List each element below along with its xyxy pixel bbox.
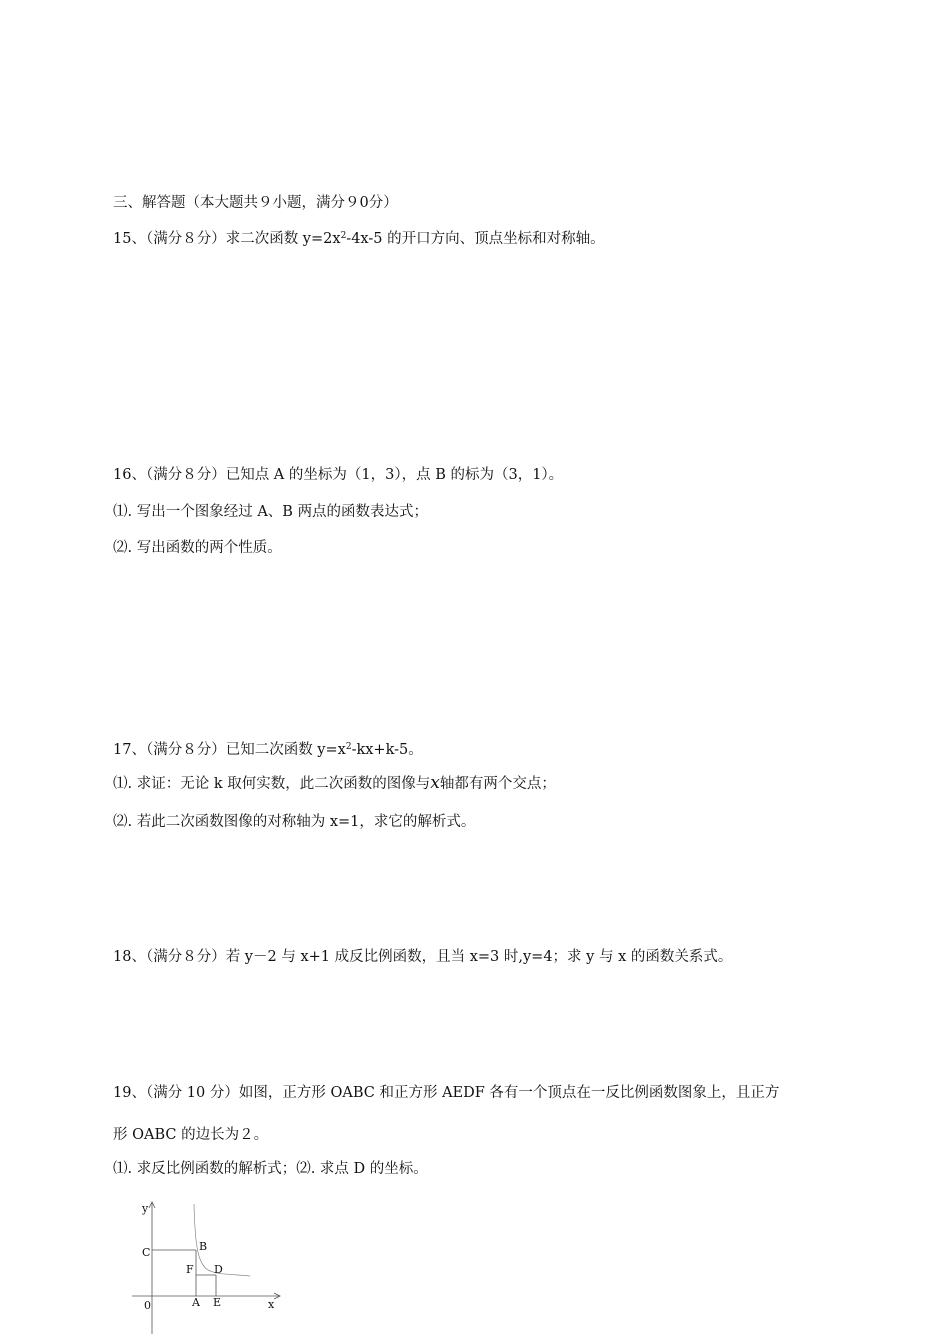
label-b: B [199, 1240, 208, 1253]
question-19-stem-line-1: 19、（满分 10 分）如图，正方形 OABC 和正方形 AEDF 各有一个顶点在一反比例函数图象上，且正方 [113, 1085, 780, 1101]
question-16-part-1: ⑴. 写出一个图象经过 A、B 两点的函数表达式； [113, 504, 429, 520]
question-17-part-1 [113, 773, 556, 794]
question-16-stem: 16、（满分８分）已知点 A 的坐标为（1，3），点 B 的标为（3，1）。 [113, 467, 564, 483]
question-17-stem [113, 740, 423, 760]
q17-exponent: 2 [345, 742, 352, 752]
question-17-part-2: ⑵. 若此二次函数图像的对称轴为 x=1，求它的解析式。 [113, 814, 476, 830]
question-18-stem: 18、（满分８分）若 y－2 与 x+1 成反比例函数，且当 x=3 时,y=4；求 y 与 x 的函数关系式。 [113, 949, 733, 965]
label-d: D [214, 1263, 223, 1276]
label-a: A [192, 1296, 200, 1309]
q17-stem-after: -kx+k-5。 [351, 742, 423, 758]
q15-text-before: 15、（满分８分）求二次函数 y=2x [113, 231, 341, 247]
q17-part1-after: 轴都有两个交点； [439, 776, 556, 792]
label-c: C [142, 1246, 151, 1259]
square-hyperbola-diagram [128, 1198, 288, 1338]
q17-stem-before: 17、（满分８分）已知二次函数 y=x [113, 742, 346, 758]
section-heading: 三、解答题（本大题共９小题，满分９0分） [113, 195, 398, 211]
question-15 [113, 229, 605, 249]
question-19-stem-line-2: 形 OABC 的边长为２。 [113, 1127, 269, 1143]
q15-text-after: -4x-5 的开口方向、顶点坐标和对称轴。 [346, 231, 605, 247]
question-19-parts: ⑴. 求反比例函数的解析式；⑵. 求点 D 的坐标。 [113, 1161, 428, 1177]
label-x: x [268, 1298, 275, 1311]
label-y: y [142, 1202, 149, 1215]
q15-exponent: 2 [340, 231, 347, 241]
question-16-part-2: ⑵. 写出函数的两个性质。 [113, 540, 282, 556]
label-o: 0 [144, 1299, 151, 1312]
label-f: F [186, 1263, 194, 1276]
q17-part1-before: ⑴. 求证：无论 k 取何实数，此二次函数的图像与 [113, 776, 431, 792]
label-e: E [213, 1296, 222, 1309]
q17-part1-variable: x [430, 773, 440, 793]
